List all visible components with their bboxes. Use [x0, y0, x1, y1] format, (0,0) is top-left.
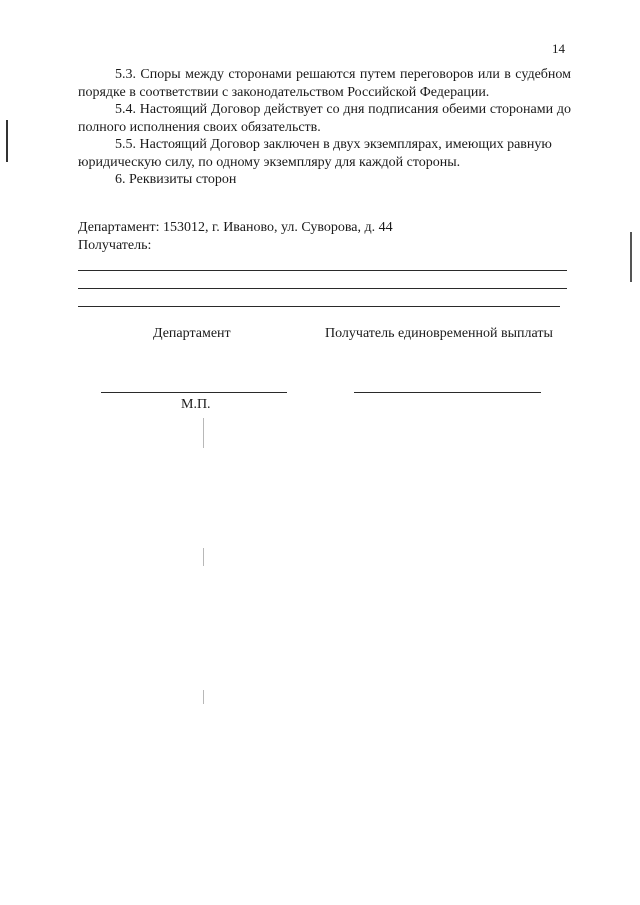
scan-speckle	[203, 690, 204, 704]
recipient-blank-line-2	[78, 288, 567, 289]
scan-speckle	[203, 548, 204, 566]
department-signature-line	[101, 392, 287, 393]
section-6-heading: 6. Реквизиты сторон	[115, 172, 237, 187]
scan-edge-mark-left	[6, 120, 8, 162]
recipient-signature-line	[354, 392, 541, 393]
clause-5-4: 5.4. Настоящий Договор действует со дня подписания обеими сторонами до полного исполнения своих обязательств.	[78, 102, 571, 135]
recipient-blank-line-3	[78, 306, 560, 307]
recipient-signature-caption: Получатель единовременной выплаты	[325, 326, 553, 341]
department-address: Департамент: 153012, г. Иваново, ул. Суворова, д. 44	[78, 220, 393, 235]
page-number: 14	[552, 41, 565, 56]
department-signature-caption: Департамент	[153, 326, 231, 341]
stamp-placeholder: М.П.	[181, 397, 211, 412]
recipient-blank-line-1	[78, 270, 567, 271]
scan-edge-mark-right	[630, 232, 632, 282]
scan-speckle	[203, 418, 204, 448]
clause-5-3: 5.3. Споры между сторонами решаются путем переговоров или в судебном порядке в соответствии с законодательством Российской Федерации.	[78, 67, 571, 100]
contract-clauses	[78, 66, 571, 189]
clause-5-5: 5.5. Настоящий Договор заключен в двух экземплярах, имеющих равную юридическую силу, по одному экземпляру для каждой стороны.	[78, 137, 552, 170]
parties-requisites	[78, 219, 571, 255]
recipient-label: Получатель:	[78, 238, 152, 253]
